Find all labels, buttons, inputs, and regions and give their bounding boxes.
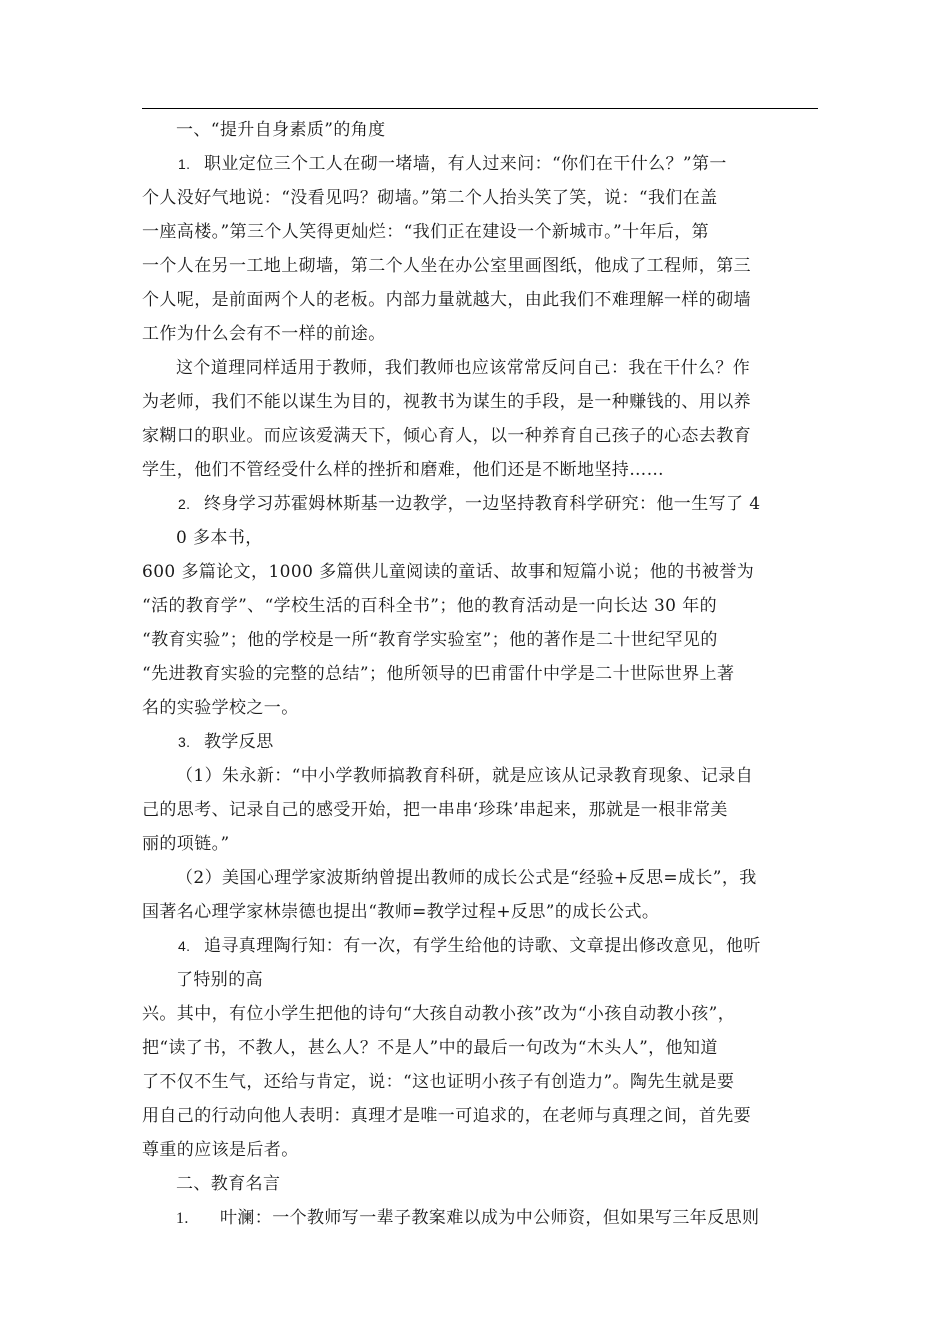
paragraph-line: 国著名心理学家林崇德也提出“教师=教学过程+反思”的成长公式。 — [142, 902, 660, 922]
paragraph-line: 一个人在另一工地上砌墙，第二个人坐在办公室里画图纸，他成了工程师，第三 — [142, 256, 751, 276]
item-4-line — [176, 929, 856, 963]
item-number: 1. — [178, 156, 191, 172]
paragraph-line: “活的教育学”、“学校生活的百科全书”；他的教育活动是一向长达 30 年的 — [142, 596, 718, 616]
paragraph-line: 了不仅不生气，还给与肯定，说：“这也证明小孩子有创造力”。陶先生就是要 — [142, 1072, 735, 1092]
item-number: 3. — [178, 734, 191, 750]
paragraph-line: 这个道理同样适用于教师，我们教师也应该常常反问自己：我在干什么？作 — [176, 358, 751, 378]
paragraph-line: 丽的项链。” — [142, 834, 230, 854]
paragraph-line: 了特别的高 — [176, 970, 263, 990]
paragraph-line: 把“读了书，不教人，甚么人？不是人”中的最后一句改为“木头人”，他知道 — [142, 1038, 718, 1058]
item-text: 终身学习苏霍姆林斯基一边教学，一边坚持教育科学研究：他一生写了 4 — [204, 494, 761, 514]
paragraph-line: 己的思考、记录自己的感受开始，把一串串‘珍珠’串起来，那就是一根非常美 — [142, 800, 728, 820]
item-text: 教学反思 — [204, 732, 274, 752]
item-text: 职业定位三个工人在砌一堵墙，有人过来问：“你们在干什么？”第一 — [204, 154, 727, 174]
paragraph-line: （1）朱永新：“中小学教师搞教育科研，就是应该从记录教育现象、记录自 — [176, 766, 754, 786]
paragraph-line: 600 多篇论文，1000 多篇供儿童阅读的童话、故事和短篇小说；他的书被誉为 — [142, 562, 755, 582]
paragraph-line: 学生，他们不管经受什么样的挫折和磨难，他们还是不断地坚持…… — [142, 460, 664, 480]
paragraph-line: （2）美国心理学家波斯纳曾提出教师的成长公式是“经验+反思=成长”，我 — [176, 868, 757, 888]
paragraph-line: 一座高楼。”第三个人笑得更灿烂：“我们正在建设一个新城市。”十年后，第 — [142, 222, 710, 242]
item-text: 叶澜：一个教师写一辈子教案难以成为中公师资，但如果写三年反思则 — [220, 1208, 760, 1228]
item-3-line — [176, 725, 856, 759]
item-number: 2. — [178, 496, 191, 512]
paragraph-line: 0 多本书， — [176, 528, 263, 548]
paragraph-line: 兴。其中，有位小学生把他的诗句“大孩自动教小孩”改为“小孩自动教小孩”， — [142, 1004, 736, 1024]
item-number: 1. — [176, 1210, 189, 1227]
item-1-line — [176, 147, 856, 181]
header-rule — [142, 108, 818, 109]
paragraph-line: 工作为什么会有不一样的前途。 — [142, 324, 386, 344]
paragraph-line: 家糊口的职业。而应该爱满天下，倾心育人，以一种养育自己孩子的心态去教育 — [142, 426, 751, 446]
paragraph-line: 为老师，我们不能以谋生为目的，视教书为谋生的手段，是一种赚钱的、用以养 — [142, 392, 751, 412]
item-number: 4. — [178, 938, 191, 954]
paragraph-line: 尊重的应该是后者。 — [142, 1140, 299, 1160]
section-heading-1: 一、“提升自身素质”的角度 — [176, 120, 386, 140]
paragraph-line: “先进教育实验的完整的总结”；他所领导的巴甫雷什中学是二十世际世界上著 — [142, 664, 735, 684]
item-2-line — [176, 487, 856, 521]
paragraph-line: 个人没好气地说：“没看见吗？砌墙。”第二个人抬头笑了笑，说：“我们在盖 — [142, 188, 718, 208]
paragraph-line: 用自己的行动向他人表明：真理才是唯一可追求的，在老师与真理之间，首先要 — [142, 1106, 751, 1126]
item-text: 追寻真理陶行知：有一次，有学生给他的诗歌、文章提出修改意见，他听 — [204, 936, 761, 956]
paragraph-line: 名的实验学校之一。 — [142, 698, 299, 718]
section-heading-2: 二、教育名言 — [176, 1174, 281, 1194]
paragraph-line: 个人呢，是前面两个人的老板。内部力量就越大，由此我们不难理解一样的砌墙 — [142, 290, 751, 310]
quote-1-line — [176, 1201, 856, 1236]
paragraph-line: “教育实验”；他的学校是一所“教育学实验室”；他的著作是二十世纪罕见的 — [142, 630, 718, 650]
